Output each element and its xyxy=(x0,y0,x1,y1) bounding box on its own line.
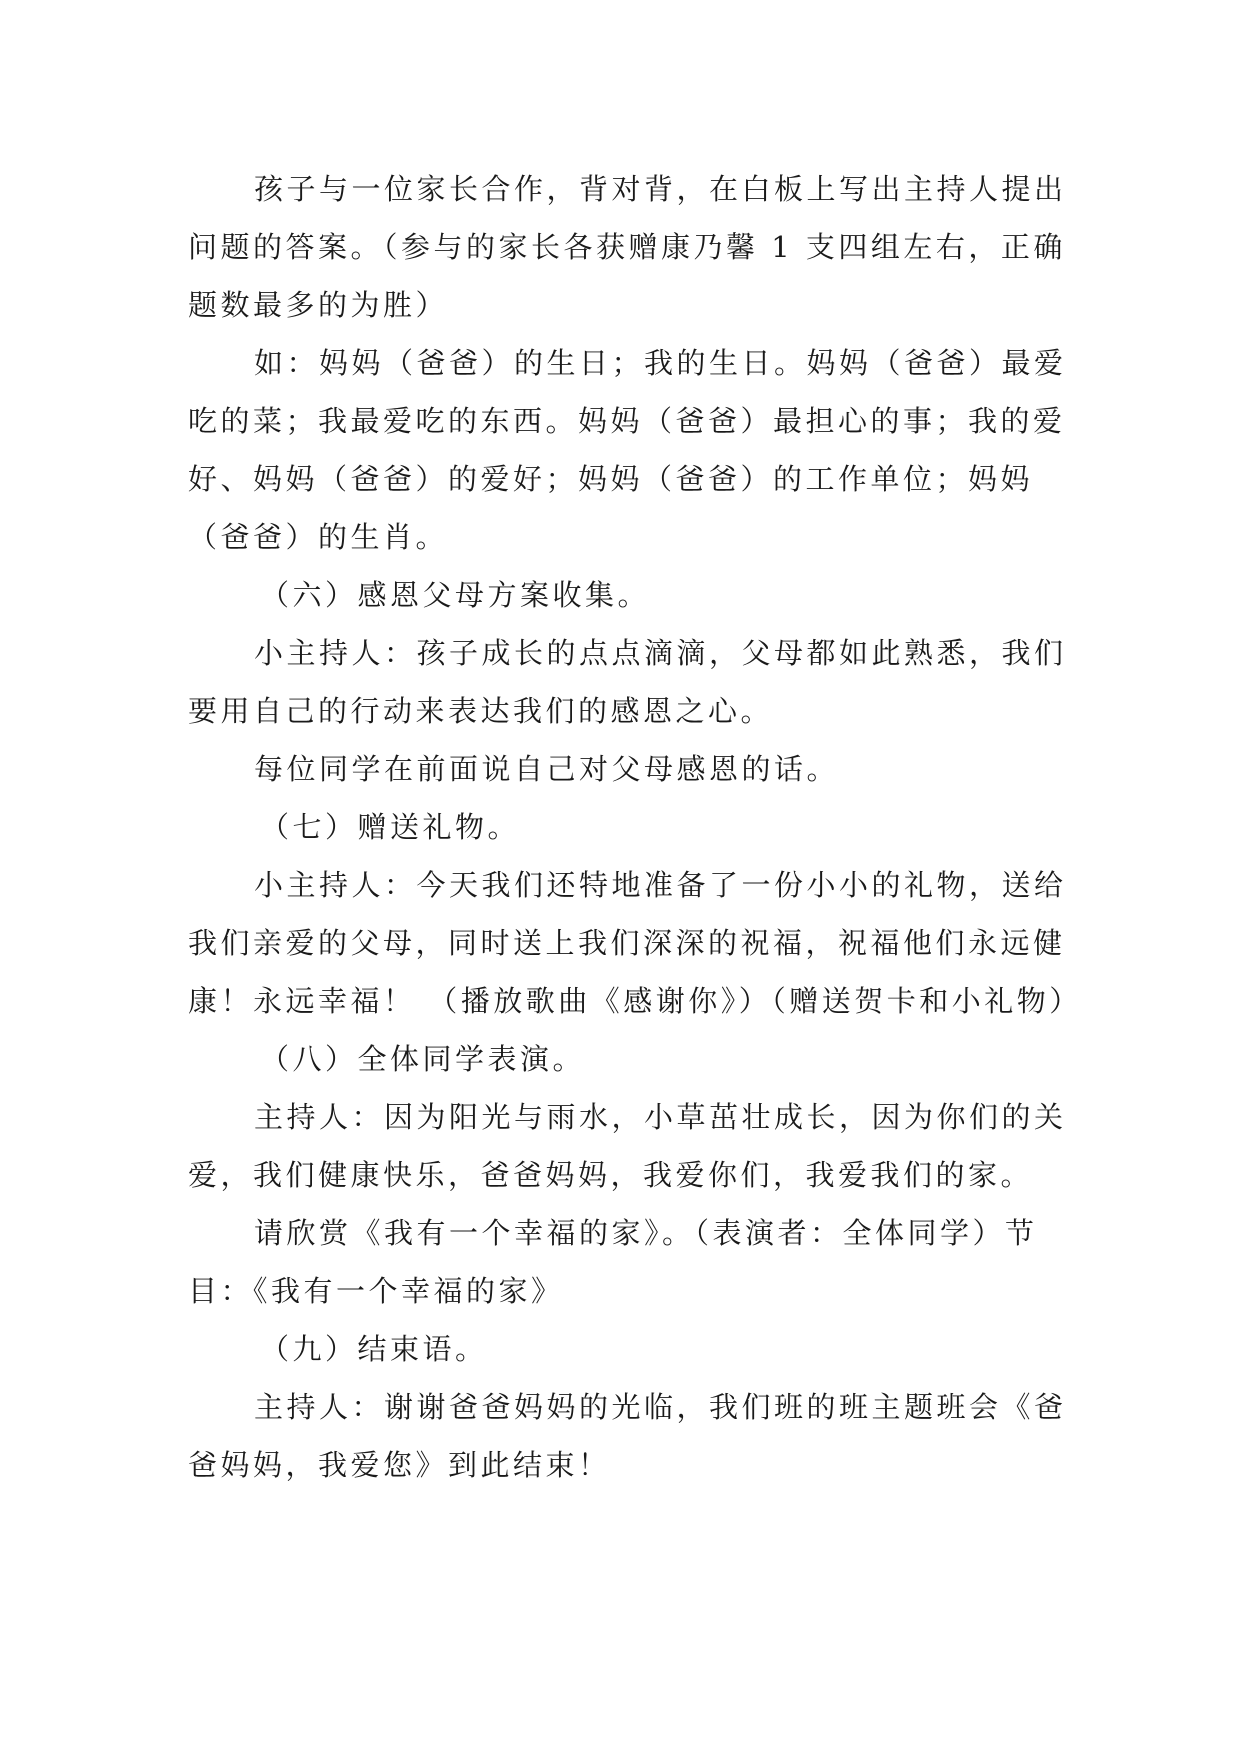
document-body xyxy=(188,160,1082,1494)
section-heading-8: （八）全体同学表演。 xyxy=(260,1042,586,1076)
paragraph-host-speech-8: 主持人：因为阳光与雨水，小草茁壮成长，因为你们的关爱，我们健康快乐，爸爸妈妈，我爱你们，我爱我们的家。 xyxy=(188,1100,1067,1192)
paragraph-game-rules: 孩子与一位家长合作，背对背，在白板上写出主持人提出问题的答案。（参与的家长各获赠康乃馨 1 支四组左右，正确题数最多的为胜） xyxy=(188,172,1067,322)
paragraph-host-speech-7: 小主持人：今天我们还特地准备了一份小小的礼物，送给我们亲爱的父母，同时送上我们深深的祝福，祝福他们永远健康！永远幸福！ （播放歌曲《感谢你》）（赠送贺卡和小礼物） xyxy=(188,868,1082,1018)
section-heading-6: （六）感恩父母方案收集。 xyxy=(260,578,651,612)
paragraph-question-examples: 如：妈妈（爸爸）的生日；我的生日。妈妈（爸爸）最爱吃的菜；我最爱吃的东西。妈妈（爸爸）最担心的事；我的爱好、妈妈（爸爸）的爱好；妈妈（爸爸）的工作单位；妈妈（爸爸）的生肖。 xyxy=(188,346,1067,554)
paragraph-closing: 主持人：谢谢爸爸妈妈的光临，我们班的班主题班会《爸爸妈妈，我爱您》到此结束！ xyxy=(188,1390,1067,1482)
paragraph-performance: 请欣赏《我有一个幸福的家》。（表演者：全体同学）节目：《我有一个幸福的家》 xyxy=(188,1216,1038,1308)
section-heading-7: （七）赠送礼物。 xyxy=(260,810,521,844)
paragraph-student-speech: 每位同学在前面说自己对父母感恩的话。 xyxy=(254,752,840,786)
section-heading-9: （九）结束语。 xyxy=(260,1332,488,1366)
paragraph-host-speech-6: 小主持人：孩子成长的点点滴滴，父母都如此熟悉，我们要用自己的行动来表达我们的感恩之心。 xyxy=(188,636,1067,728)
